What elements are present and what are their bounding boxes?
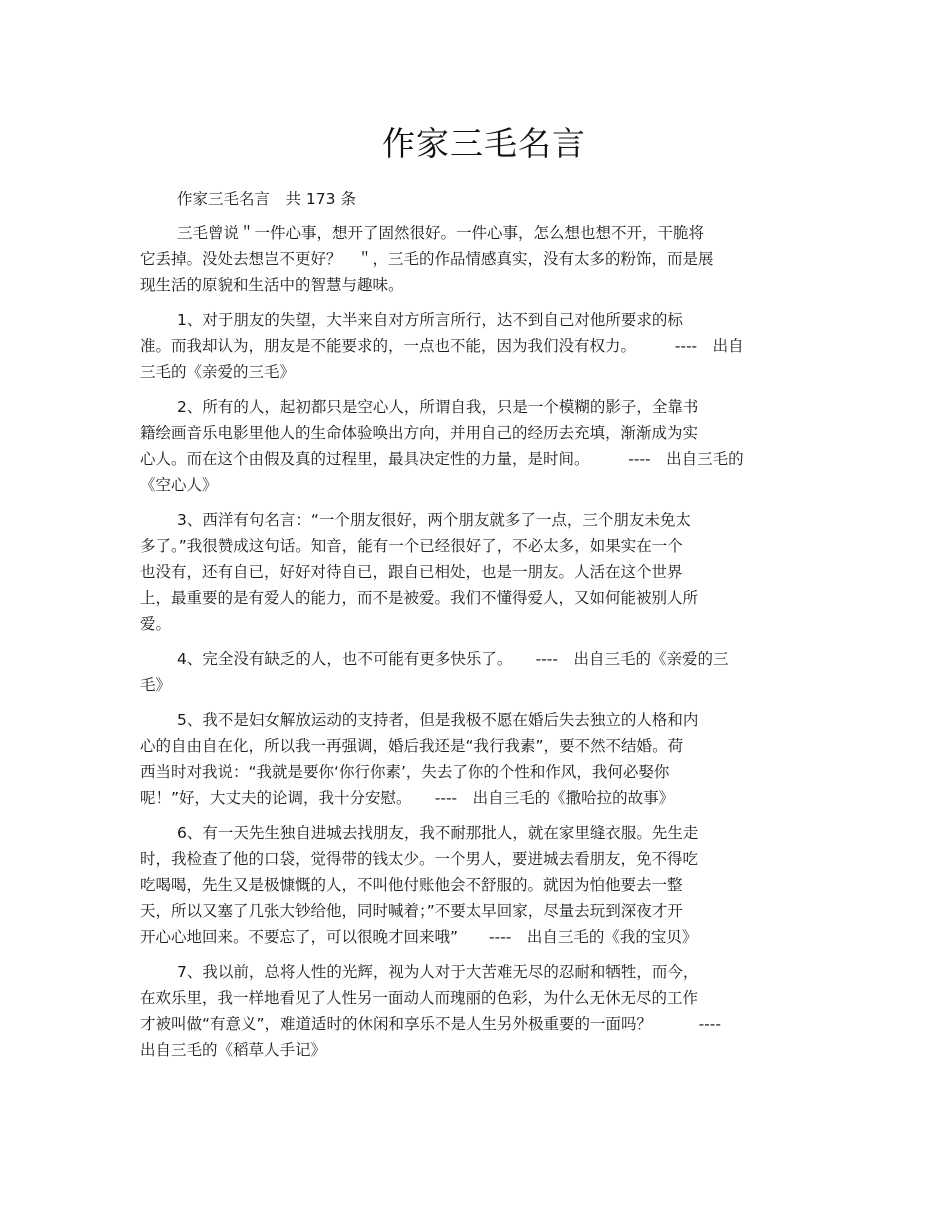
intro-line: 三毛曾说＂一件心事，想开了固然很好。一件心事，怎么想也想不开，干脆将 <box>177 224 705 242</box>
quote-line: 开心心地回来。不要忘了，可以很晚才回来哦” ---- 出自三毛的《我的宝贝》 <box>140 928 698 946</box>
quote-paragraph-6 <box>140 820 810 950</box>
intro-line: 现生活的原貌和生活中的智慧与趣味。 <box>140 276 404 294</box>
quote-line: 7、我以前，总将人性的光辉，视为人对于大苦难无尽的忍耐和牺牲，而今， <box>177 963 699 981</box>
quote-line: 才被叫做“有意义”，难道适时的休闲和享乐不是人生另外极重要的一面吗？ ---- <box>140 1015 721 1033</box>
quote-line: 2、所有的人，起初都只是空心人，所谓自我，只是一个模糊的影子，全靠书 <box>177 398 699 416</box>
quote-line: 心的自由自在化，所以我一再强调，婚后我还是“我行我素”，要不然不结婚。荷 <box>140 737 684 755</box>
quote-line: 籍绘画音乐电影里他人的生命体验唤出方向，并用自己的经历去充填，渐渐成为实 <box>140 424 699 442</box>
quote-line: 3、西洋有句名言：“一个朋友很好，两个朋友就多了一点，三个朋友未免太 <box>177 511 691 529</box>
intro-line: 它丢掉。没处去想岂不更好？ ＂，三毛的作品情感真实，没有太多的粉饰，而是展 <box>140 250 714 268</box>
document-body <box>140 186 810 1072</box>
quote-line: 三毛的《亲爱的三毛》 <box>140 363 296 381</box>
quote-line: 心人。而在这个由假及真的过程里，最具决定性的力量，是时间。 ---- 出自三毛的 <box>140 450 744 468</box>
intro-paragraph <box>140 220 810 298</box>
quote-line: 《空心人》 <box>140 476 218 494</box>
quote-line: 也没有，还有自已，好好对待自已，跟自已相处，也是一朋友。人活在这个世界 <box>140 563 683 581</box>
quote-line: 4、完全没有缺乏的人，也不可能有更多快乐了。 ---- 出自三毛的《亲爱的三 <box>177 650 729 668</box>
quote-line: 1、对于朋友的失望，大半来自对方所言所行，达不到自己对他所要求的标 <box>177 311 683 329</box>
quote-line: 毛》 <box>140 676 172 694</box>
quote-line: 上，最重要的是有爱人的能力，而不是被爱。我们不懂得爱人，又如何能被别人所 <box>140 589 699 607</box>
quote-line: 时，我检查了他的口袋，觉得带的钱太少。一个男人，要进城去看朋友，免不得吃 <box>140 850 699 868</box>
quote-line: 天，所以又塞了几张大钞给他，同时喊着；”不要太早回家，尽量去玩到深夜才开 <box>140 902 683 920</box>
quote-paragraph-4 <box>140 646 810 698</box>
quote-paragraph-2 <box>140 394 810 498</box>
quote-paragraph-7 <box>140 959 810 1063</box>
quote-paragraph-5 <box>140 707 810 811</box>
quote-line: 6、有一天先生独自进城去找朋友，我不耐那批人，就在家里缝衣服。先生走 <box>177 824 699 842</box>
quote-line: 西当时对我说：“我就是要你‘你行你素’，失去了你的个性和作风，我何必娶你 <box>140 763 670 781</box>
quote-line: 吃喝喝，先生又是极慷慨的人，不叫他付账他会不舒服的。就因为怕他要去一整 <box>140 876 683 894</box>
quote-line: 5、我不是妇女解放运动的支持者，但是我极不愿在婚后失去独立的人格和内 <box>177 711 699 729</box>
quote-paragraph-3 <box>140 507 810 637</box>
quote-line: 爱。 <box>140 615 172 633</box>
quote-line: 出自三毛的《稻草人手记》 <box>140 1041 327 1059</box>
quote-paragraph-1 <box>140 307 810 385</box>
quote-line: 呢！”好，大丈夫的论调，我十分安慰。 ---- 出自三毛的《撒哈拉的故事》 <box>140 789 675 807</box>
document-title: 作家三毛名言 <box>382 124 586 163</box>
quote-line: 多了。”我很赞成这句话。知音，能有一个已经很好了，不必太多，如果实在一个 <box>140 537 683 555</box>
quote-line: 在欢乐里，我一样地看见了人性另一面动人而瑰丽的色彩，为什么无休无尽的工作 <box>140 989 699 1007</box>
document-subtitle: 作家三毛名言 共 173 条 <box>177 190 356 208</box>
quote-line: 准。而我却认为，朋友是不能要求的，一点也不能，因为我们没有权力。 ---- 出自 <box>140 337 744 355</box>
